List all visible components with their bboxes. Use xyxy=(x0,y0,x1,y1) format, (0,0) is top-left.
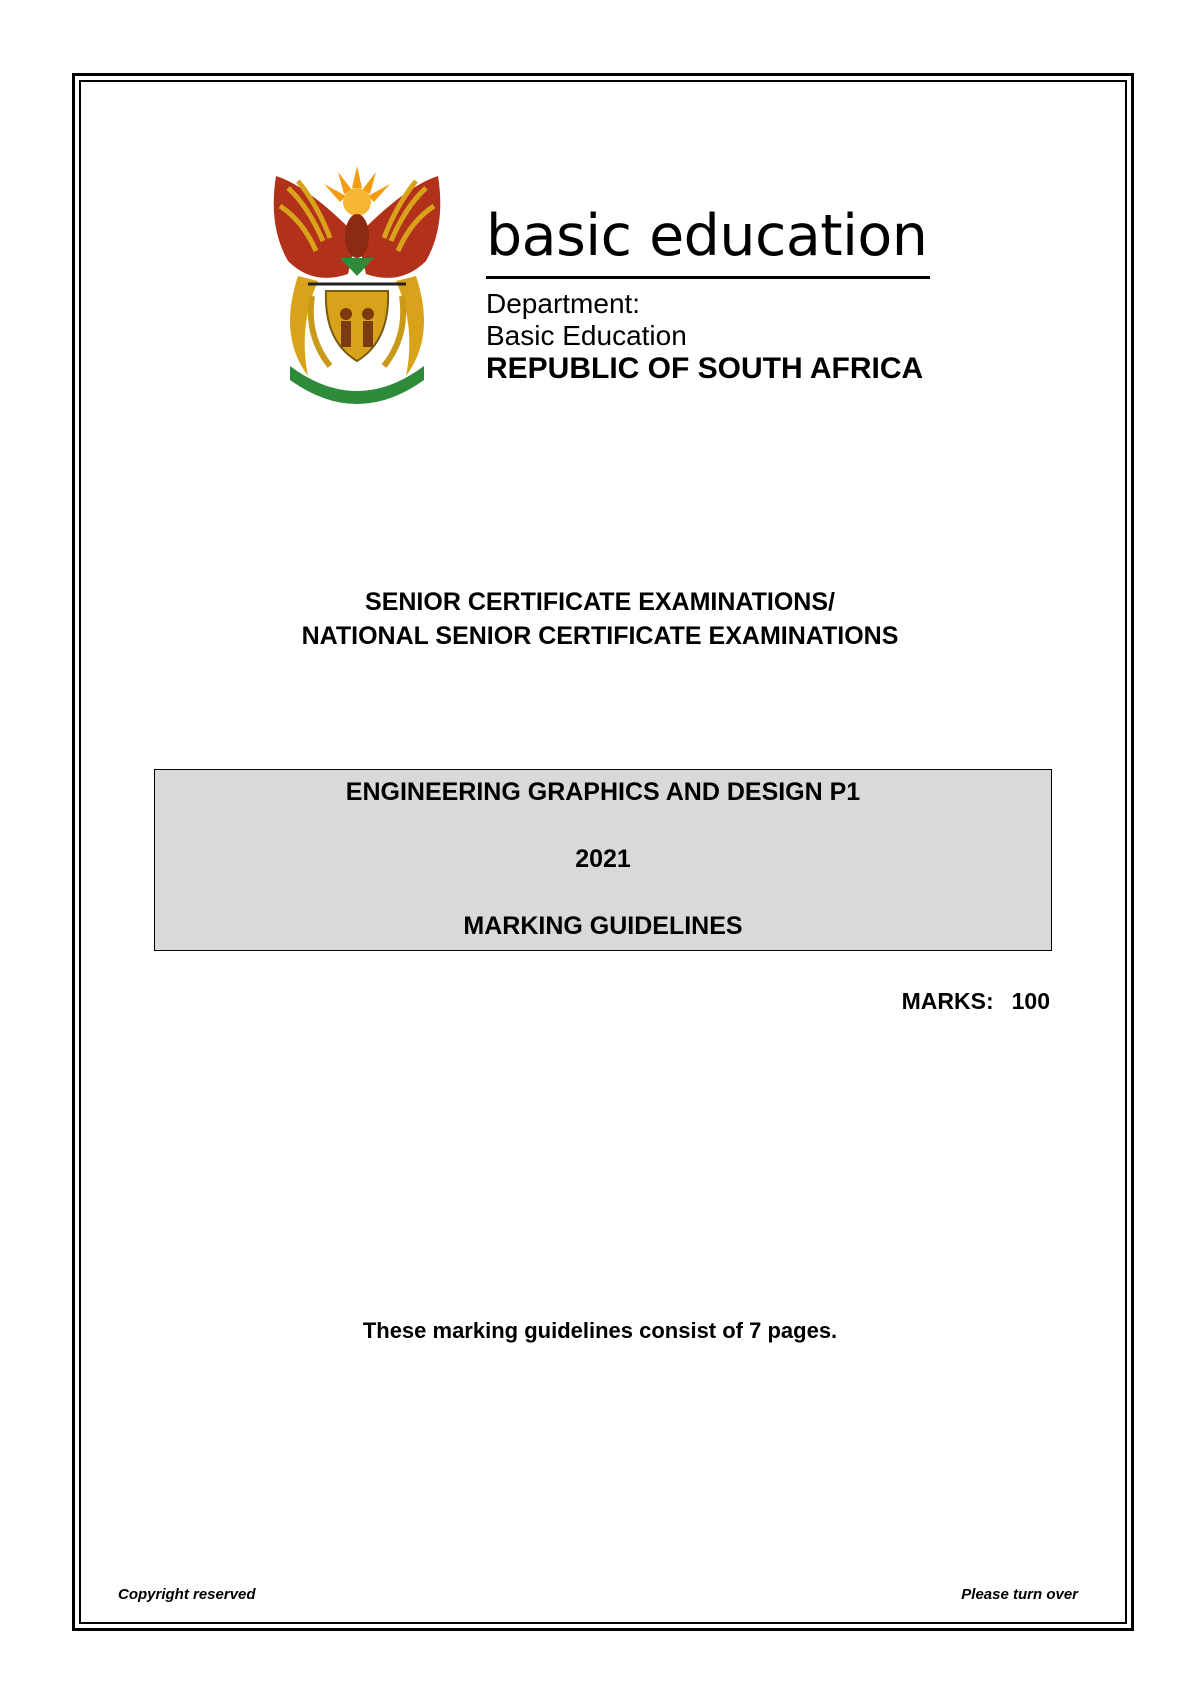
exam-title-line-1: SENIOR CERTIFICATE EXAMINATIONS/ xyxy=(365,588,835,616)
brand-underline xyxy=(486,276,930,279)
footer-turn-over: Please turn over xyxy=(961,1586,1078,1603)
exam-year: 2021 xyxy=(575,845,631,873)
marks-value: 100 xyxy=(1011,988,1050,1014)
department-name: Basic Education xyxy=(486,320,687,351)
footer-copyright: Copyright reserved xyxy=(118,1586,256,1603)
page-count-note: These marking guidelines consist of 7 pages. xyxy=(362,1318,838,1343)
brand-title: basic education xyxy=(486,203,928,269)
subject-title-box xyxy=(154,769,1052,951)
country-name: REPUBLIC OF SOUTH AFRICA xyxy=(486,352,924,385)
marks-total xyxy=(902,990,1050,1013)
exam-title-line-2: NATIONAL SENIOR CERTIFICATE EXAMINATIONS xyxy=(301,622,899,650)
coat-of-arms-icon xyxy=(268,166,446,404)
marks-label: MARKS: xyxy=(901,988,994,1014)
document-type: MARKING GUIDELINES xyxy=(463,912,743,940)
subject-title: ENGINEERING GRAPHICS AND DESIGN P1 xyxy=(345,778,861,806)
department-label: Department: xyxy=(486,288,641,319)
